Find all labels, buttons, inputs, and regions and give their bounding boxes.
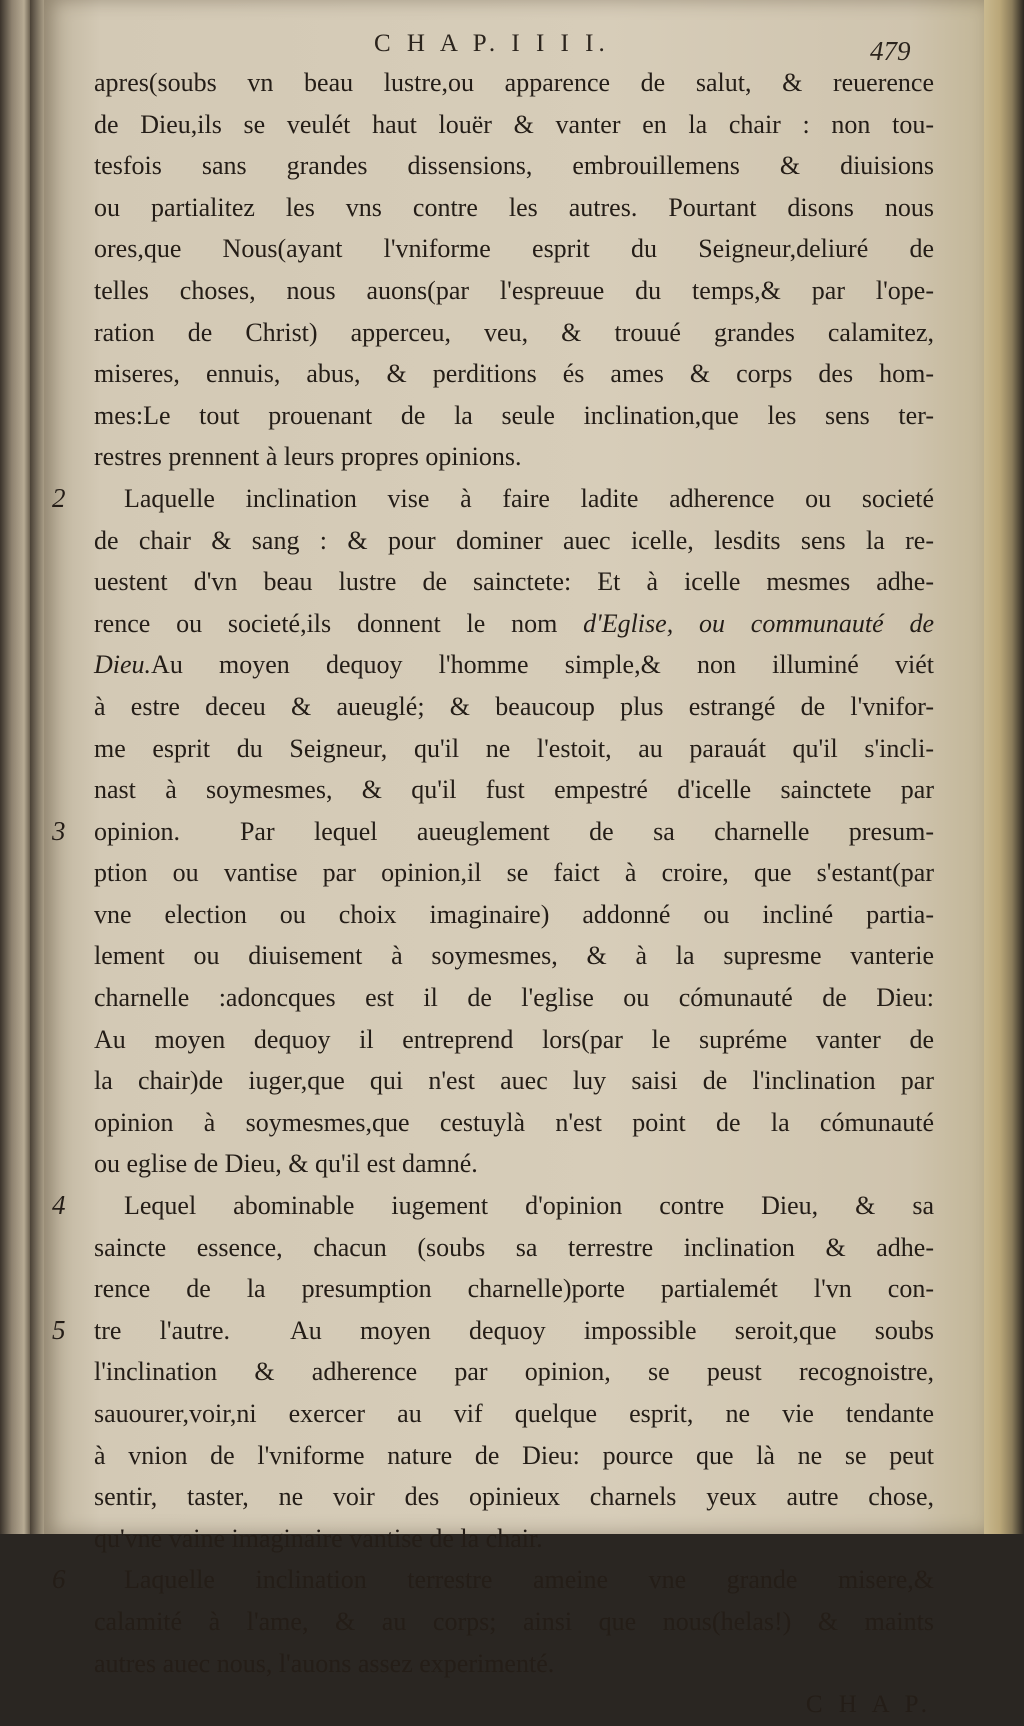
chapter-heading: C H A P. I I I I. xyxy=(374,30,610,57)
line-text: mes:Le tout prouenant de la seule inclination,que les sens ter- xyxy=(94,400,934,430)
line-text: rence de la presumption charnelle)porte partialemét l'vn con- xyxy=(94,1274,934,1304)
line-text: saincte essence, chacun (soubs sa terrestre inclination & adhe- xyxy=(94,1232,934,1262)
text-line xyxy=(94,312,934,354)
text-line xyxy=(94,894,934,936)
verse-number: 6 xyxy=(52,1564,66,1595)
line-text: tre l'autre. xyxy=(94,1315,231,1345)
line-text: opinion. xyxy=(94,816,180,846)
verse-number: 4 xyxy=(52,1190,66,1221)
text-line xyxy=(94,520,934,562)
line-text: rence ou societé,ils donnent le nom xyxy=(94,608,558,638)
text-line xyxy=(94,228,934,270)
text-line xyxy=(52,478,934,520)
previous-page-edge xyxy=(0,0,30,1534)
line-text: sauourer,voir,ni exercer au vif quelque esprit, ne vie tendante xyxy=(94,1399,934,1428)
text-line xyxy=(52,1310,934,1352)
text-line xyxy=(94,1351,934,1393)
text-line xyxy=(94,686,934,728)
text-line xyxy=(94,852,934,894)
text-line xyxy=(94,1643,934,1685)
line-text: Laquelle inclination vise à faire ladite adherence ou societé xyxy=(124,483,934,513)
text-line xyxy=(94,187,934,229)
page-edge xyxy=(984,0,1024,1534)
text-line xyxy=(94,436,934,478)
text-line xyxy=(94,1060,934,1102)
line-text: ou partialitez les vns contre les autres. Pourtant disons nous xyxy=(94,192,934,222)
line-text: uestent d'vn beau lustre de sainctete: Et à icelle mesmes adhe- xyxy=(94,567,934,597)
text-line xyxy=(94,395,934,437)
line-text: me esprit du Seigneur, qu'il ne l'estoit, au parauát qu'il s'incli- xyxy=(94,733,934,763)
text-line xyxy=(52,811,934,853)
line-text: opinion à soymesmes,que cestuylà n'est point de la cómunauté xyxy=(94,1107,934,1137)
line-text: miseres, ennuis, abus, & perditions és ames & corps des hom- xyxy=(94,359,934,389)
line-text: vne election ou choix imaginaire) addonné ou incliné partia- xyxy=(94,899,934,929)
line-text: telles choses, nous auons(par l'espreuue du temps,& par l'ope- xyxy=(94,275,934,305)
line-text: l'inclination & adherence par opinion, se peust recognoistre, xyxy=(94,1357,934,1387)
text-line xyxy=(94,935,934,977)
line-text: la chair)de iuger,que qui n'est auec luy saisi de l'inclination par xyxy=(94,1066,934,1096)
line-text: calamité à l'ame, & au corps; ainsi que nous(helas!) & maints xyxy=(94,1606,934,1636)
line-text: nast à soymesmes, & qu'il fust empestré d'icelle sainctete par xyxy=(94,775,934,805)
catchword: C H A P. xyxy=(805,1691,932,1719)
line-text: ption ou vantise par opinion,il se faict à croire, que s'estant(par xyxy=(94,858,934,888)
text-line xyxy=(94,977,934,1019)
text-line xyxy=(94,1143,934,1185)
text-line xyxy=(94,270,934,312)
text-line xyxy=(94,1019,934,1061)
verse-number: 3 xyxy=(52,815,66,846)
verse-number: 5 xyxy=(52,1314,66,1345)
line-text: charnelle :adoncques est il de l'eglise ou cómunauté de Dieu: xyxy=(94,983,934,1013)
line-text: tesfois sans grandes dissensions, embrouillemens & diuisions xyxy=(94,151,934,181)
text-line xyxy=(52,1559,934,1601)
line-text: Lequel abominable iugement d'opinion contre Dieu, & sa xyxy=(124,1191,934,1221)
line-text: à vnion de l'vniforme nature de Dieu: pource que là ne se peut xyxy=(94,1440,934,1470)
text-line xyxy=(94,104,934,146)
text-line xyxy=(94,145,934,187)
line-text: à estre deceu & aueuglé; & beaucoup plus estrangé de l'vnifor- xyxy=(94,691,934,721)
line-text: Par lequel aueuglement de sa charnelle presum- xyxy=(239,816,934,846)
line-text: autres auec nous, l'auons assez experimenté. xyxy=(94,1648,555,1678)
text-line xyxy=(94,1268,934,1310)
text-line xyxy=(94,561,934,603)
gutter xyxy=(30,0,44,1534)
text-line xyxy=(94,728,934,770)
line-text: apres(soubs vn beau lustre,ou apparence de salut, & reuerence xyxy=(94,68,934,97)
verse-number: 2 xyxy=(52,482,66,513)
line-text: Au moyen dequoy l'homme simple,& non illuminé viét xyxy=(151,650,934,680)
text-line xyxy=(94,644,934,686)
line-text: lement ou diuisement à soymesmes, & à la supresme vanterie xyxy=(94,941,934,971)
page xyxy=(44,0,984,1719)
page-number: 479 xyxy=(870,36,911,66)
line-text: Laquelle inclination terrestre ameine vne grande misere,& xyxy=(124,1565,934,1595)
line-text: sentir, taster, ne voir des opinieux charnels yeux autre chose, xyxy=(94,1482,934,1512)
text-line xyxy=(94,1518,934,1560)
italic-text: Dieu. xyxy=(94,650,152,680)
line-text: de Dieu,ils se veulét haut louër & vanter en la chair : non tou- xyxy=(94,109,934,139)
italic-text: d'Eglise, ou communauté de xyxy=(583,608,935,638)
text-line xyxy=(94,1476,934,1518)
line-text: Au moyen dequoy il entreprend lors(par le supréme vanter de xyxy=(94,1024,934,1054)
line-text: ou eglise de Dieu, & qu'il est damné. xyxy=(94,1149,478,1179)
line-text: de chair & sang : & pour dominer auec icelle, lesdits sens la re- xyxy=(94,525,934,555)
text-line xyxy=(94,353,934,395)
line-text: Au moyen dequoy impossible seroit,que soubs xyxy=(290,1315,934,1345)
text-line xyxy=(52,1185,934,1227)
text-line xyxy=(94,1227,934,1269)
line-text: ration de Christ) apperceu, veu, & trouué grandes calamitez, xyxy=(94,317,934,347)
line-text: restres prennent à leurs propres opinions. xyxy=(94,442,522,472)
text-line xyxy=(94,603,934,645)
body-text xyxy=(52,62,935,1726)
text-line xyxy=(94,1601,934,1643)
text-line xyxy=(94,1102,934,1144)
text-line xyxy=(94,1393,934,1435)
line-text: ores,que Nous(ayant l'vniforme esprit du Seigneur,deliuré de xyxy=(94,234,934,264)
text-line xyxy=(94,769,934,811)
text-line xyxy=(94,1435,934,1477)
line-text: qu'vne vaine imaginaire vantise de la chair. xyxy=(94,1523,543,1553)
text-line xyxy=(94,62,934,104)
